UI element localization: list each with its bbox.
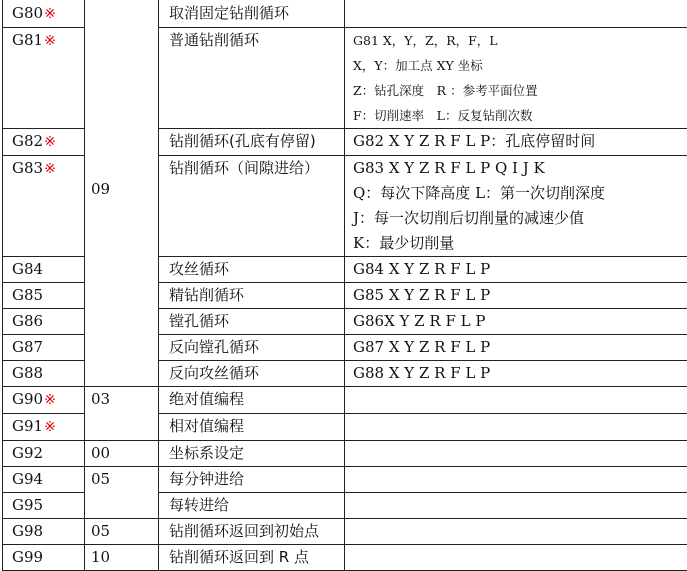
table-row xyxy=(3,467,687,493)
g-code-cell xyxy=(3,129,85,156)
format-line: G86X Y Z R F L P xyxy=(353,309,687,334)
g-code: G88 xyxy=(12,364,43,382)
g-code: G87 xyxy=(12,338,43,356)
g-code: G81 xyxy=(12,31,43,49)
format-cell xyxy=(345,156,687,257)
g-code: G85 xyxy=(12,286,43,304)
modal-mark-icon: ※ xyxy=(44,6,56,22)
g-code: G91 xyxy=(12,417,43,435)
g-code: G95 xyxy=(12,496,43,514)
function-cell xyxy=(159,309,345,335)
format-cell xyxy=(345,545,687,571)
g-code-cell xyxy=(3,156,85,257)
function-text: 取消固定钻削循环 xyxy=(169,4,289,22)
g-code: G90 xyxy=(12,390,43,408)
function-cell xyxy=(159,257,345,283)
function-cell xyxy=(159,156,345,257)
function-text: 反向攻丝循环 xyxy=(169,364,259,382)
format-line: Z：钻孔深度 R ：参考平面位置 xyxy=(353,78,687,103)
format-cell xyxy=(345,361,687,387)
function-cell xyxy=(159,467,345,493)
format-cell xyxy=(345,28,687,129)
function-text: 相对值编程 xyxy=(169,417,244,435)
g-code-cell xyxy=(3,335,85,361)
g-code-cell xyxy=(3,257,85,283)
g-code-cell xyxy=(3,519,85,545)
format-cell xyxy=(345,519,687,545)
function-cell xyxy=(159,283,345,309)
modal-mark-icon: ※ xyxy=(44,134,56,150)
modal-mark-icon: ※ xyxy=(44,419,56,435)
group-number: 05 xyxy=(91,522,110,540)
function-text: 每分钟进给 xyxy=(169,470,244,488)
format-cell xyxy=(345,387,687,414)
g-code-cell xyxy=(3,387,85,414)
format-line: J：每一次切削后切削量的减速少值 xyxy=(353,206,687,231)
format-line: Q：每次下降高度 L：第一次切削深度 xyxy=(353,181,687,206)
format-line: G83 X Y Z R F L P Q I J K xyxy=(353,156,687,181)
function-cell xyxy=(159,0,345,28)
format-cell xyxy=(345,335,687,361)
g-code: G84 xyxy=(12,260,43,278)
g-code-cell xyxy=(3,309,85,335)
function-cell xyxy=(159,519,345,545)
format-cell xyxy=(345,257,687,283)
function-cell xyxy=(159,335,345,361)
function-text: 攻丝循环 xyxy=(169,260,229,278)
format-cell xyxy=(345,309,687,335)
group-cell xyxy=(85,441,159,467)
function-cell xyxy=(159,129,345,156)
table-row xyxy=(3,0,687,28)
g-code: G92 xyxy=(12,444,43,462)
group-number: 00 xyxy=(91,444,110,462)
g-code-cell xyxy=(3,414,85,441)
function-text: 坐标系设定 xyxy=(169,444,244,462)
function-cell xyxy=(159,361,345,387)
function-text: 镗孔循环 xyxy=(169,312,229,330)
format-line: G88 X Y Z R F L P xyxy=(353,361,687,386)
function-text: 反向镗孔循环 xyxy=(169,338,259,356)
format-line: X，Y：加工点 XY 坐标 xyxy=(353,53,687,78)
table-row xyxy=(3,387,687,414)
g-code-cell xyxy=(3,545,85,571)
function-text: 钻削循环返回到 R 点 xyxy=(169,548,309,566)
g-code-cell xyxy=(3,0,85,28)
g-code: G82 xyxy=(12,132,43,150)
format-cell xyxy=(345,414,687,441)
g-code: G99 xyxy=(12,548,43,566)
function-cell xyxy=(159,545,345,571)
function-text: 精钻削循环 xyxy=(169,286,244,304)
g-code-table xyxy=(2,0,687,571)
group-number: 10 xyxy=(91,548,110,566)
modal-mark-icon: ※ xyxy=(44,392,56,408)
function-text: 钻削循环(孔底有停留) xyxy=(169,132,316,150)
function-cell xyxy=(159,414,345,441)
group-cell xyxy=(85,545,159,571)
g-code-cell xyxy=(3,441,85,467)
format-cell xyxy=(345,129,687,156)
format-line: G85 X Y Z R F L P xyxy=(353,283,687,308)
group-cell xyxy=(85,387,159,441)
table-row xyxy=(3,519,687,545)
function-text: 钻削循环（间隙进给） xyxy=(169,159,319,177)
g-code-cell xyxy=(3,361,85,387)
format-cell xyxy=(345,0,687,28)
format-cell xyxy=(345,441,687,467)
modal-mark-icon: ※ xyxy=(44,33,56,49)
group-cell xyxy=(85,467,159,519)
format-line: G84 X Y Z R F L P xyxy=(353,257,687,282)
modal-mark-icon: ※ xyxy=(44,161,56,177)
format-line: G87 X Y Z R F L P xyxy=(353,335,687,360)
table-row xyxy=(3,545,687,571)
g-code-cell xyxy=(3,283,85,309)
group-number: 09 xyxy=(91,180,110,198)
g-code: G98 xyxy=(12,522,43,540)
format-cell xyxy=(345,467,687,493)
g-code-cell xyxy=(3,467,85,493)
format-cell xyxy=(345,283,687,309)
table-row xyxy=(3,441,687,467)
function-text: 绝对值编程 xyxy=(169,390,244,408)
g-code-cell xyxy=(3,28,85,129)
format-line: F：切削速率 L：反复钻削次数 xyxy=(353,103,687,128)
group-number: 05 xyxy=(91,470,110,488)
g-code: G86 xyxy=(12,312,43,330)
function-cell xyxy=(159,493,345,519)
function-cell xyxy=(159,441,345,467)
group-number: 03 xyxy=(91,390,110,408)
format-line: G81 X，Y，Z，R，F，L xyxy=(353,28,687,53)
format-line: K：最少切削量 xyxy=(353,231,687,256)
function-text: 普通钻削循环 xyxy=(169,31,259,49)
function-cell xyxy=(159,387,345,414)
function-text: 每转进给 xyxy=(169,496,229,514)
g-code: G80 xyxy=(12,4,43,22)
group-cell xyxy=(85,519,159,545)
format-cell xyxy=(345,493,687,519)
group-cell xyxy=(85,0,159,387)
g-code-cell xyxy=(3,493,85,519)
format-line: G82 X Y Z R F L P：孔底停留时间 xyxy=(353,129,687,154)
g-code: G94 xyxy=(12,470,43,488)
g-code: G83 xyxy=(12,159,43,177)
function-text: 钻削循环返回到初始点 xyxy=(169,522,319,540)
function-cell xyxy=(159,28,345,129)
